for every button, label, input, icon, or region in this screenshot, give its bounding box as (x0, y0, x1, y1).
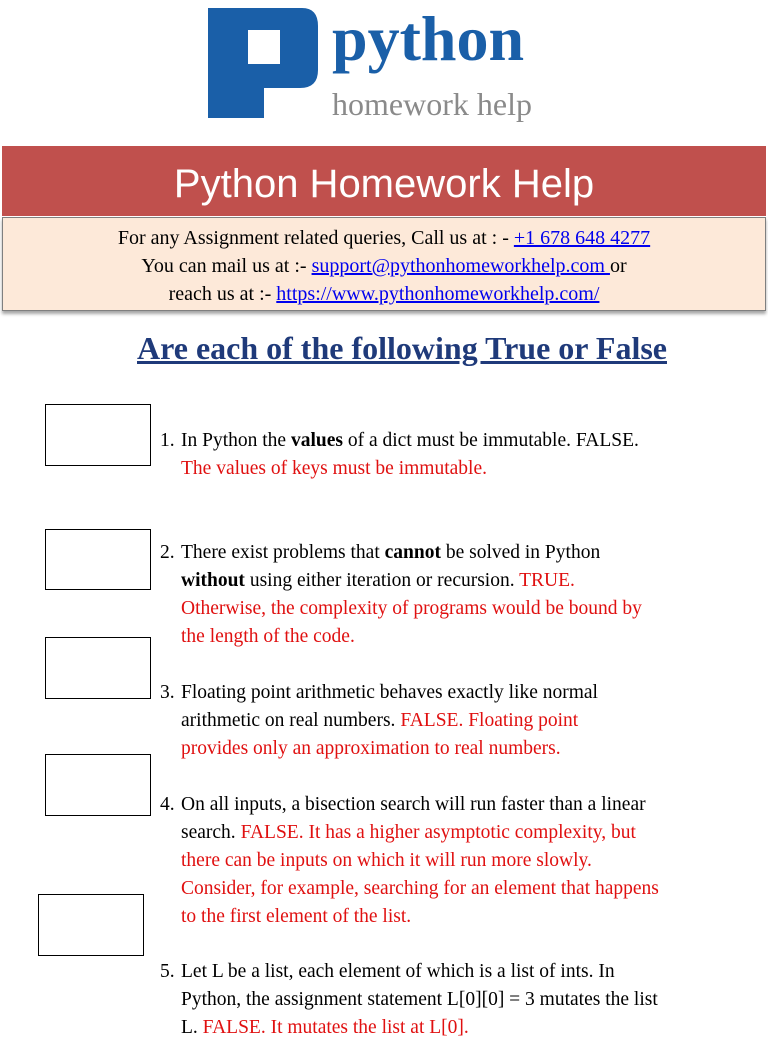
website-link[interactable]: https://www.pythonhomeworkhelp.com/ (276, 283, 600, 305)
answer-verdict: TRUE. (519, 570, 575, 591)
email-link[interactable]: support@pythonhomeworkhelp.com (311, 255, 610, 277)
answer-verdict: FALSE. Floating point (400, 710, 579, 731)
contact-web-line (3, 280, 765, 308)
question-number: 2. (160, 542, 175, 563)
reach-prefix: reach us at :- (168, 283, 277, 305)
question-text: In Python the (181, 430, 291, 451)
answer-explanation: The values of keys must be immutable. (181, 458, 487, 479)
question-text: There exist problems that (181, 542, 385, 563)
answer-explanation: to the first element of the list. (181, 906, 412, 927)
contact-mail-line (3, 252, 765, 280)
logo-subtitle: homework help (332, 86, 532, 122)
question-text: Let L be a list, each element of which is a list of ints. In (181, 961, 615, 982)
answer-verdict: FALSE. It has a higher asymptotic complexity, but (240, 822, 636, 843)
question-number: 5. (160, 961, 175, 982)
question-text: of a dict must be immutable. FALSE. (342, 430, 639, 451)
answer-box-2[interactable] (45, 529, 151, 590)
question-3 (160, 679, 598, 763)
question-2 (160, 539, 642, 651)
title-banner: Python Homework Help (2, 146, 766, 216)
answer-box-4[interactable] (45, 754, 151, 816)
question-emphasis: without (181, 570, 245, 591)
question-number: 3. (160, 682, 175, 703)
answer-box-1[interactable] (45, 404, 151, 466)
mail-prefix: You can mail us at :- (141, 255, 312, 277)
answer-explanation: there can be inputs on which it will run more slowly. (181, 850, 592, 871)
answer-explanation: provides only an approximation to real numbers. (181, 738, 561, 759)
python-p-logo-icon (208, 8, 320, 124)
question-text: search. (181, 822, 241, 843)
answer-box-5[interactable] (38, 894, 144, 956)
question-4 (160, 791, 659, 931)
question-text: Floating point arithmetic behaves exactly like normal (181, 682, 598, 703)
question-text: arithmetic on real numbers. (181, 710, 401, 731)
question-text: using either iteration or recursion. (244, 570, 520, 591)
answer-explanation: the length of the code. (181, 626, 355, 647)
question-text: On all inputs, a bisection search will run faster than a linear (181, 794, 646, 815)
question-text: Python, the assignment statement L[0][0] = 3 mutates the list (181, 989, 658, 1010)
phone-link[interactable]: +1 678 648 4277 (513, 227, 651, 249)
logo-wordmark: python (332, 3, 525, 74)
question-text: be solved in Python (440, 542, 601, 563)
question-number: 4. (160, 794, 175, 815)
answer-explanation: Consider, for example, searching for an element that happens (181, 878, 659, 899)
answer-explanation: Otherwise, the complexity of programs would be bound by (181, 598, 642, 619)
question-text: L. (181, 1017, 203, 1038)
question-emphasis: values (290, 430, 343, 451)
contact-call-line (3, 224, 765, 252)
mail-suffix: or (609, 255, 627, 277)
call-prefix: For any Assignment related queries, Call us at : - (117, 227, 514, 249)
question-5 (160, 958, 658, 1042)
answer-verdict: FALSE. It mutates the list at L[0]. (202, 1017, 469, 1038)
question-number: 1. (160, 430, 175, 451)
answer-box-3[interactable] (45, 637, 151, 699)
question-1 (160, 427, 639, 483)
logo (208, 3, 568, 128)
section-heading: Are each of the following True or False (137, 330, 667, 366)
question-emphasis: cannot (384, 542, 441, 563)
contact-box (2, 217, 766, 311)
